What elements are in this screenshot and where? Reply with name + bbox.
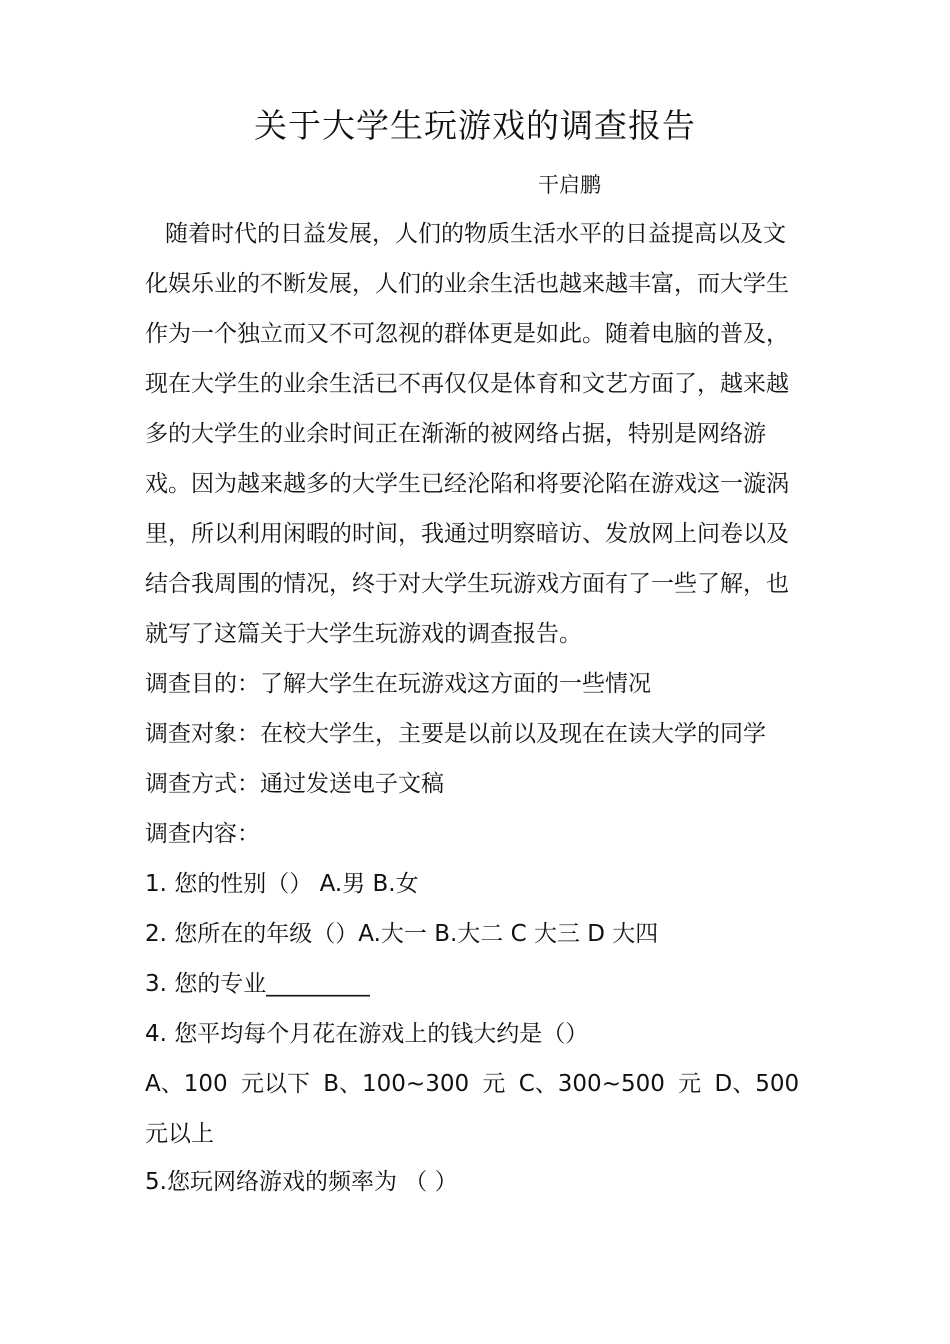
question-item: 5.您玩网络游戏的频率为 （ ） (145, 1169, 458, 1195)
document-title: 关于大学生玩游戏的调查报告 (254, 106, 696, 145)
survey-purpose: 调查目的：了解大学生在玩游戏这方面的一些情况 (145, 671, 651, 697)
survey-method: 调查方式：通过发送电子文稿 (145, 771, 444, 797)
author-name: 干启鹏 (538, 173, 601, 197)
question-options: A、100 元以下 B、100~300 元 C、300~500 元 D、500 (145, 1071, 800, 1097)
question-item: 2. 您所在的年级（）A.大一 B.大二 C 大三 D 大四 (145, 921, 659, 947)
intro-line: 现在大学生的业余生活已不再仅仅是体育和文艺方面了，越来越 (145, 371, 789, 397)
intro-line: 多的大学生的业余时间正在渐渐的被网络占据，特别是网络游 (145, 421, 766, 447)
survey-content-label: 调查内容： (145, 821, 260, 847)
intro-line: 化娱乐业的不断发展，人们的业余生活也越来越丰富，而大学生 (145, 271, 789, 297)
intro-line: 就写了这篇关于大学生玩游戏的调查报告。 (145, 621, 582, 647)
intro-line: 结合我周围的情况，终于对大学生玩游戏方面有了一些了解，也 (145, 571, 789, 597)
question-item: 3. 您的专业_________ (145, 971, 370, 997)
question-item: 1. 您的性别（） A.男 B.女 (145, 871, 419, 897)
question-item: 4. 您平均每个月花在游戏上的钱大约是（） (145, 1021, 589, 1047)
question-options: 元以上 (145, 1121, 214, 1147)
intro-line: 里，所以利用闲暇的时间，我通过明察暗访、发放网上问卷以及 (145, 521, 789, 547)
survey-subject: 调查对象：在校大学生，主要是以前以及现在在读大学的同学 (145, 721, 766, 747)
intro-line: 作为一个独立而又不可忽视的群体更是如此。随着电脑的普及， (145, 321, 789, 347)
intro-line: 随着时代的日益发展，人们的物质生活水平的日益提高以及文 (165, 221, 786, 247)
intro-line: 戏。因为越来越多的大学生已经沦陷和将要沦陷在游戏这一漩涡 (145, 471, 789, 497)
